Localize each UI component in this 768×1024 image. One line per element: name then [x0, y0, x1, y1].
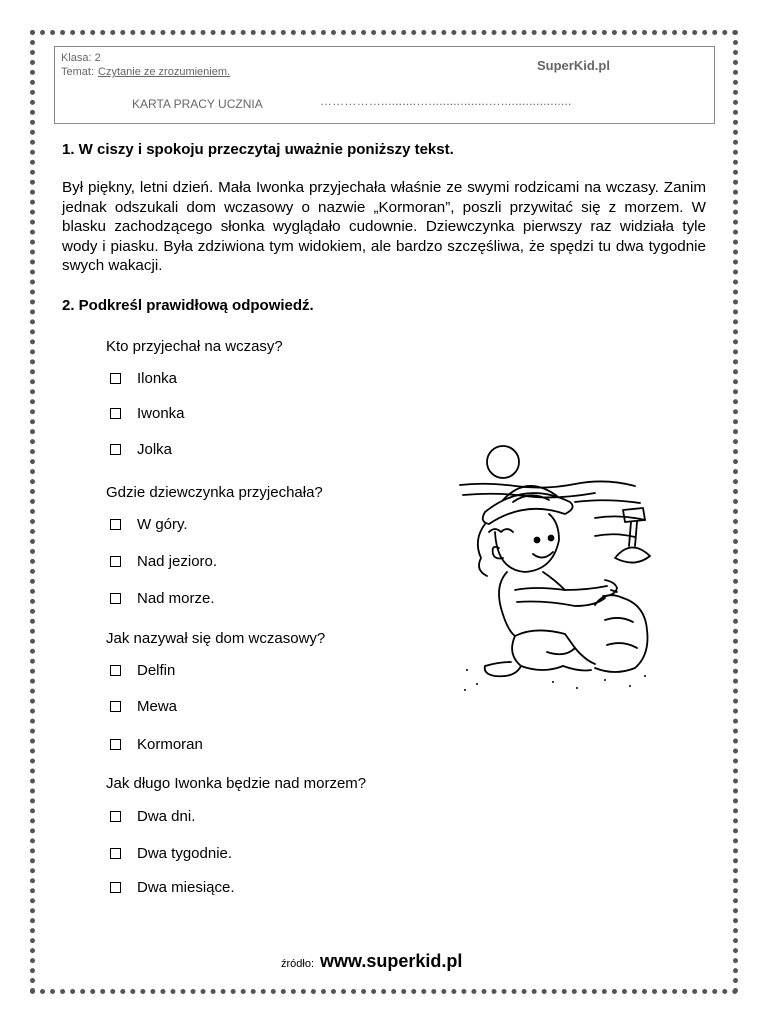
topic-value: Czytanie ze zrozumieniem.	[98, 66, 231, 78]
option-label: Kormoran	[137, 736, 203, 753]
question-3: Jak nazywał się dom wczasowy?	[106, 630, 326, 647]
header-box	[54, 46, 715, 124]
task2-title: 2. Podkreśl prawidłową odpowiedź.	[62, 297, 314, 314]
option-label: Ilonka	[137, 370, 178, 387]
checkbox[interactable]	[110, 848, 121, 859]
option-label: Nad morze.	[137, 590, 215, 607]
brand-logo-text: SuperKid.pl	[537, 58, 610, 73]
option-4-1	[110, 808, 195, 825]
option-label: Dwa dni.	[137, 808, 196, 825]
checkbox[interactable]	[110, 739, 121, 750]
task1-title: 1. W ciszy i spokoju przeczytaj uważnie poniższy tekst.	[62, 141, 454, 158]
question-2: Gdzie dziewczynka przyjechała?	[106, 484, 323, 501]
checkbox[interactable]	[110, 665, 121, 676]
option-label: W góry.	[137, 516, 188, 533]
source-link[interactable]: www.superkid.pl	[320, 951, 463, 971]
option-label: Delfin	[137, 662, 176, 679]
checkbox[interactable]	[110, 519, 121, 530]
hair	[489, 529, 513, 532]
option-label: Iwonka	[137, 405, 185, 422]
checkbox[interactable]	[110, 882, 121, 893]
checkbox[interactable]	[110, 408, 121, 419]
option-4-3	[110, 879, 235, 896]
option-label: Mewa	[137, 698, 178, 715]
worksheet-title: KARTA PRACY UCZNIA	[132, 97, 263, 111]
topic-line	[61, 66, 230, 78]
option-2-1	[110, 516, 188, 533]
wave-line	[575, 500, 640, 503]
question-1: Kto przyjechał na wczasy?	[106, 338, 283, 355]
source-label: źródło:	[281, 958, 315, 970]
option-1-3	[110, 441, 172, 458]
option-2-3	[110, 590, 215, 607]
option-3-1	[110, 662, 175, 679]
option-1-1	[110, 370, 177, 387]
option-1-2	[110, 405, 185, 422]
child-legs	[485, 636, 591, 676]
hair	[478, 524, 487, 576]
option-label: Jolka	[137, 441, 173, 458]
option-4-2	[110, 845, 232, 862]
class-label: Klasa: 2	[61, 52, 101, 64]
task1-text: Był piękny, letni dzień. Mała Iwonka przyjechała właśnie ze swymi rodzicami na wczasy. Zanim jednak odszukali dom wczasowy o nazwie „Kormoran”, poszli przywitać się z morzem. W blasku zachodzącego słonka wyglądało cudownie. Dziewczynka pierwszy raz widziała tyle wody i piasku. Była zdziwiona tym widokiem, ale bardzo szczęśliwa, że spędzi tu dwa tygodnie swych wakacji.	[62, 179, 706, 275]
topic-label: Temat:	[61, 66, 95, 78]
sand-castle	[595, 595, 648, 672]
beach-child-illustration	[455, 440, 665, 695]
checkbox[interactable]	[110, 556, 121, 567]
option-2-2	[110, 553, 217, 570]
option-label: Dwa miesiące.	[137, 879, 235, 896]
question-4: Jak długo Iwonka będzie nad morzem?	[106, 775, 367, 792]
option-3-3	[110, 736, 203, 753]
child-body	[499, 572, 617, 664]
checkbox[interactable]	[110, 373, 121, 384]
wave-line	[460, 481, 635, 487]
checkbox[interactable]	[110, 811, 121, 822]
sun-hat	[483, 486, 573, 524]
source-footer	[281, 951, 462, 972]
name-blank-line: ……………..........….................…....................	[320, 94, 572, 108]
child-face	[493, 514, 559, 572]
option-label: Nad jezioro.	[137, 553, 218, 570]
option-3-2	[110, 698, 177, 715]
checkbox[interactable]	[110, 593, 121, 604]
checkbox[interactable]	[110, 444, 121, 455]
checkbox[interactable]	[110, 701, 121, 712]
wave-line	[595, 516, 645, 520]
option-label: Dwa tygodnie.	[137, 845, 233, 862]
sun-icon	[487, 446, 519, 478]
